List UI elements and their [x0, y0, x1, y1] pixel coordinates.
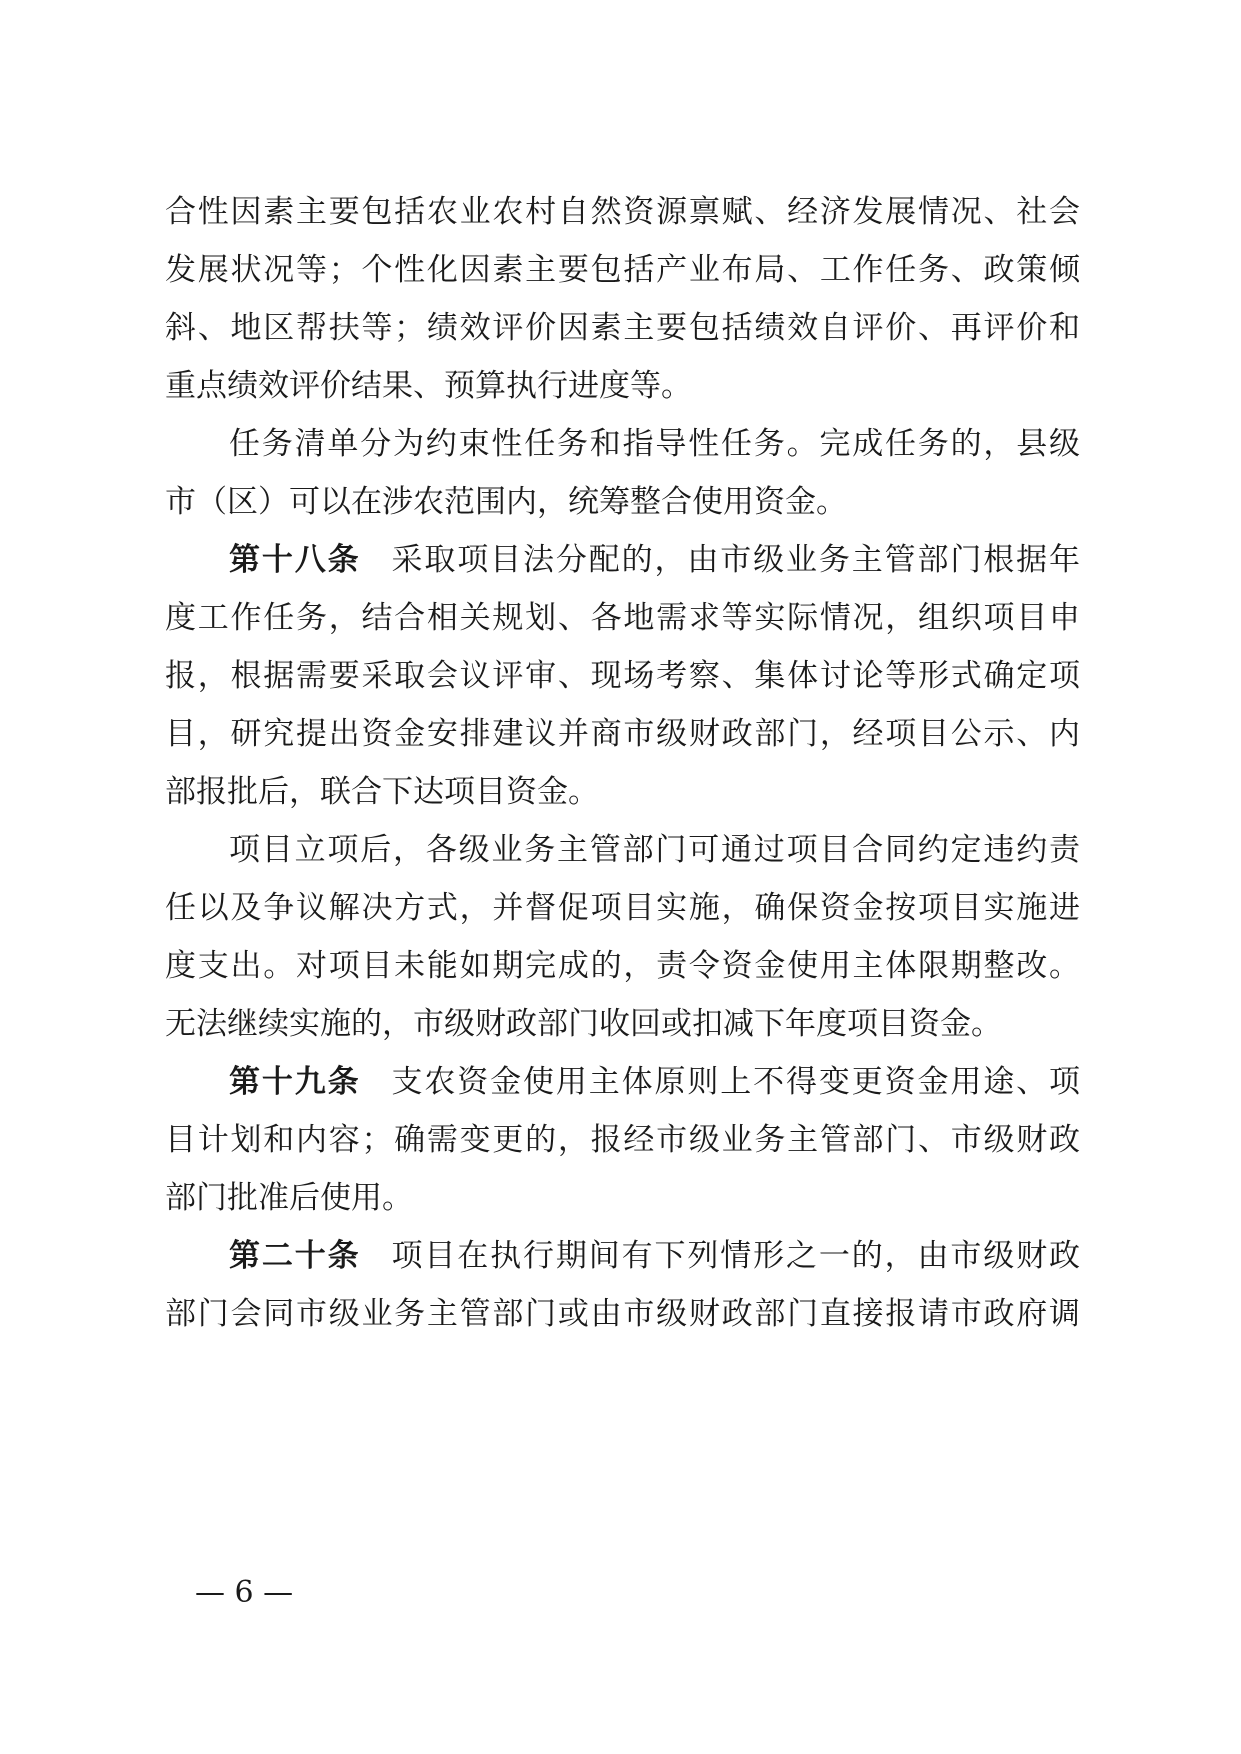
paragraph-line: 目计划和内容；确需变更的，报经市级业务主管部门、市级财政	[165, 1122, 1080, 1158]
article-19-heading: 第十九条	[229, 1064, 361, 1100]
paragraph-line: 项目立项后，各级业务主管部门可通过项目合同约定违约责	[229, 832, 1080, 868]
article-18-first-line	[229, 540, 1080, 580]
article-20-first-line	[229, 1236, 1080, 1276]
article-18-heading: 第十八条	[229, 542, 361, 578]
paragraph-line: 部报批后，联合下达项目资金。	[165, 774, 599, 810]
paragraph-line: 无法继续实施的，市级财政部门收回或扣减下年度项目资金。	[165, 1006, 1002, 1042]
paragraph-line: 度工作任务，结合相关规划、各地需求等实际情况，组织项目申	[165, 600, 1080, 636]
paragraph-line: 度支出。对项目未能如期完成的，责令资金使用主体限期整改。	[165, 948, 1080, 984]
paragraph-line: 任以及争议解决方式，并督促项目实施，确保资金按项目实施进	[165, 890, 1080, 926]
article-19-first-line	[229, 1062, 1080, 1102]
paragraph-line: 合性因素主要包括农业农村自然资源禀赋、经济发展情况、社会	[165, 194, 1080, 230]
paragraph-line: 部门会同市级业务主管部门或由市级财政部门直接报请市政府调	[165, 1296, 1080, 1332]
paragraph-line: 市（区）可以在涉农范围内，统筹整合使用资金。	[165, 484, 847, 520]
article-19-text: 支农资金使用主体原则上不得变更资金用途、项	[391, 1064, 1080, 1100]
paragraph-line: 重点绩效评价结果、预算执行进度等。	[165, 368, 692, 404]
article-18-text: 采取项目法分配的，由市级业务主管部门根据年	[391, 542, 1080, 578]
article-20-heading: 第二十条	[229, 1238, 361, 1274]
paragraph-line: 部门批准后使用。	[165, 1180, 413, 1216]
paragraph-line: 目，研究提出资金安排建议并商市级财政部门，经项目公示、内	[165, 716, 1080, 752]
paragraph-line: 斜、地区帮扶等；绩效评价因素主要包括绩效自评价、再评价和	[165, 310, 1080, 346]
paragraph-line: 任务清单分为约束性任务和指导性任务。完成任务的，县级	[229, 426, 1080, 462]
paragraph-line: 发展状况等；个性化因素主要包括产业布局、工作任务、政策倾	[165, 252, 1080, 288]
article-20-text: 项目在执行期间有下列情形之一的，由市级财政	[391, 1238, 1080, 1274]
paragraph-line: 报，根据需要采取会议评审、现场考察、集体讨论等形式确定项	[165, 658, 1080, 694]
page-number: — 6 —	[195, 1575, 294, 1610]
